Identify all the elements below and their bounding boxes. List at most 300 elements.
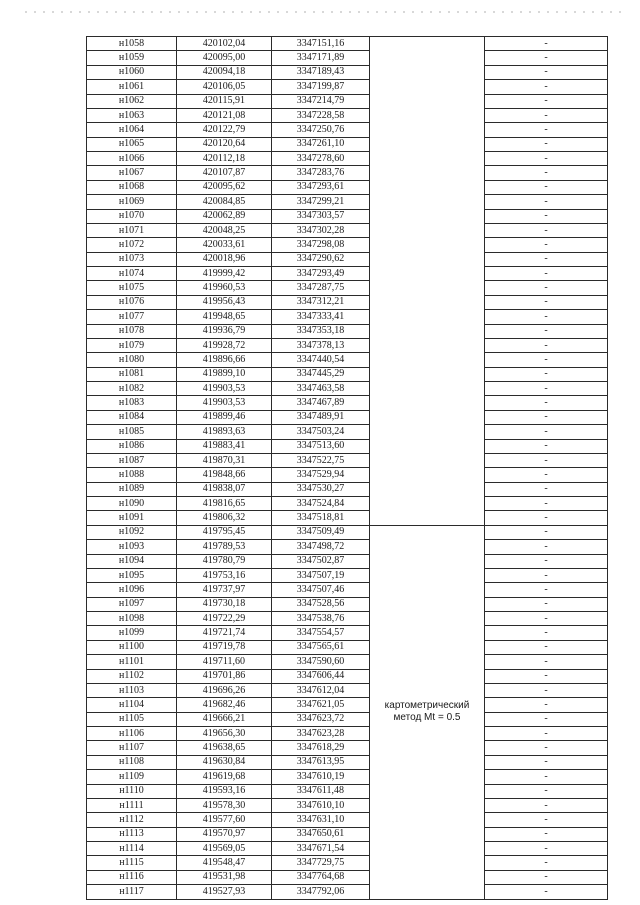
y-coordinate-cell: 3347729,75 <box>272 856 370 870</box>
y-coordinate-cell: 3347199,87 <box>272 80 370 94</box>
point-id-cell: н1114 <box>87 842 177 856</box>
table-row <box>87 252 608 266</box>
x-coordinate-cell: 419569,05 <box>177 842 272 856</box>
y-coordinate-cell: 3347631,10 <box>272 813 370 827</box>
point-id-cell: н1107 <box>87 741 177 755</box>
y-coordinate-cell: 3347590,60 <box>272 655 370 669</box>
point-id-cell: н1102 <box>87 669 177 683</box>
point-id-cell: н1063 <box>87 108 177 122</box>
point-id-cell: н1111 <box>87 798 177 812</box>
point-id-cell: н1081 <box>87 367 177 381</box>
point-id-cell: н1064 <box>87 123 177 137</box>
x-coordinate-cell: 419701,86 <box>177 669 272 683</box>
y-coordinate-cell: 3347293,61 <box>272 180 370 194</box>
dash-cell: - <box>485 870 608 884</box>
y-coordinate-cell: 3347518,81 <box>272 511 370 525</box>
point-id-cell: н1096 <box>87 583 177 597</box>
table-row <box>87 152 608 166</box>
x-coordinate-cell: 419870,31 <box>177 453 272 467</box>
dash-cell: - <box>485 367 608 381</box>
point-id-cell: н1108 <box>87 755 177 769</box>
table-row <box>87 554 608 568</box>
y-coordinate-cell: 3347623,72 <box>272 712 370 726</box>
x-coordinate-cell: 419593,16 <box>177 784 272 798</box>
dash-cell: - <box>485 813 608 827</box>
method-cell-empty <box>370 37 485 526</box>
x-coordinate-cell: 419722,29 <box>177 612 272 626</box>
point-id-cell: н1073 <box>87 252 177 266</box>
dash-cell: - <box>485 597 608 611</box>
y-coordinate-cell: 3347299,21 <box>272 195 370 209</box>
y-coordinate-cell: 3347764,68 <box>272 870 370 884</box>
y-coordinate-cell: 3347151,16 <box>272 37 370 51</box>
x-coordinate-cell: 420018,96 <box>177 252 272 266</box>
point-id-cell: н1074 <box>87 267 177 281</box>
method-name: картометрический <box>384 700 470 712</box>
x-coordinate-cell: 419948,65 <box>177 310 272 324</box>
table-row <box>87 755 608 769</box>
point-id-cell: н1069 <box>87 195 177 209</box>
y-coordinate-cell: 3347298,08 <box>272 238 370 252</box>
point-id-cell: н1078 <box>87 324 177 338</box>
table-row <box>87 238 608 252</box>
table-row <box>87 37 608 51</box>
y-coordinate-cell: 3347463,58 <box>272 382 370 396</box>
scan-artifact <box>25 11 625 13</box>
table-row <box>87 410 608 424</box>
y-coordinate-cell: 3347228,58 <box>272 108 370 122</box>
y-coordinate-cell: 3347378,13 <box>272 338 370 352</box>
table-row <box>87 655 608 669</box>
x-coordinate-cell: 419737,97 <box>177 583 272 597</box>
table-row <box>87 382 608 396</box>
point-id-cell: н1117 <box>87 885 177 899</box>
y-coordinate-cell: 3347283,76 <box>272 166 370 180</box>
point-id-cell: н1095 <box>87 568 177 582</box>
table-row <box>87 712 608 726</box>
y-coordinate-cell: 3347353,18 <box>272 324 370 338</box>
y-coordinate-cell: 3347650,61 <box>272 827 370 841</box>
table-row <box>87 540 608 554</box>
point-id-cell: н1082 <box>87 382 177 396</box>
x-coordinate-cell: 419753,16 <box>177 568 272 582</box>
table-row <box>87 65 608 79</box>
table-row <box>87 396 608 410</box>
table-row <box>87 856 608 870</box>
point-id-cell: н1062 <box>87 94 177 108</box>
dash-cell: - <box>485 51 608 65</box>
point-id-cell: н1110 <box>87 784 177 798</box>
x-coordinate-cell: 419548,47 <box>177 856 272 870</box>
y-coordinate-cell: 3347611,48 <box>272 784 370 798</box>
point-id-cell: н1088 <box>87 468 177 482</box>
dash-cell: - <box>485 554 608 568</box>
y-coordinate-cell: 3347214,79 <box>272 94 370 108</box>
point-id-cell: н1085 <box>87 425 177 439</box>
x-coordinate-cell: 419956,43 <box>177 295 272 309</box>
dash-cell: - <box>485 353 608 367</box>
point-id-cell: н1077 <box>87 310 177 324</box>
point-id-cell: н1100 <box>87 640 177 654</box>
y-coordinate-cell: 3347522,75 <box>272 453 370 467</box>
table-row <box>87 166 608 180</box>
dash-cell: - <box>485 65 608 79</box>
x-coordinate-cell: 419666,21 <box>177 712 272 726</box>
dash-cell: - <box>485 827 608 841</box>
x-coordinate-cell: 420120,64 <box>177 137 272 151</box>
point-id-cell: н1089 <box>87 482 177 496</box>
dash-cell: - <box>485 166 608 180</box>
dash-cell: - <box>485 482 608 496</box>
dash-cell: - <box>485 195 608 209</box>
table-row <box>87 798 608 812</box>
dash-cell: - <box>485 453 608 467</box>
x-coordinate-cell: 419711,60 <box>177 655 272 669</box>
point-id-cell: н1087 <box>87 453 177 467</box>
x-coordinate-cell: 419719,78 <box>177 640 272 654</box>
table-row <box>87 180 608 194</box>
table-row <box>87 453 608 467</box>
x-coordinate-cell: 419531,98 <box>177 870 272 884</box>
table-row <box>87 813 608 827</box>
dash-cell: - <box>485 382 608 396</box>
table-row <box>87 137 608 151</box>
y-coordinate-cell: 3347250,76 <box>272 123 370 137</box>
point-id-cell: н1113 <box>87 827 177 841</box>
dash-cell: - <box>485 396 608 410</box>
table-row <box>87 108 608 122</box>
y-coordinate-cell: 3347606,44 <box>272 669 370 683</box>
x-coordinate-cell: 420102,04 <box>177 37 272 51</box>
table-row <box>87 310 608 324</box>
dash-cell: - <box>485 655 608 669</box>
x-coordinate-cell: 420095,62 <box>177 180 272 194</box>
point-id-cell: н1104 <box>87 698 177 712</box>
point-id-cell: н1071 <box>87 223 177 237</box>
dash-cell: - <box>485 410 608 424</box>
x-coordinate-cell: 420094,18 <box>177 65 272 79</box>
point-id-cell: н1094 <box>87 554 177 568</box>
y-coordinate-cell: 3347440,54 <box>272 353 370 367</box>
table-row <box>87 612 608 626</box>
dash-cell: - <box>485 511 608 525</box>
x-coordinate-cell: 419630,84 <box>177 755 272 769</box>
x-coordinate-cell: 419780,79 <box>177 554 272 568</box>
dash-cell: - <box>485 37 608 51</box>
point-id-cell: н1079 <box>87 338 177 352</box>
point-id-cell: н1058 <box>87 37 177 51</box>
x-coordinate-cell: 420106,05 <box>177 80 272 94</box>
dash-cell: - <box>485 439 608 453</box>
y-coordinate-cell: 3347489,91 <box>272 410 370 424</box>
x-coordinate-cell: 419656,30 <box>177 727 272 741</box>
point-id-cell: н1076 <box>87 295 177 309</box>
point-id-cell: н1065 <box>87 137 177 151</box>
x-coordinate-cell: 419928,72 <box>177 338 272 352</box>
dash-cell: - <box>485 798 608 812</box>
dash-cell: - <box>485 568 608 582</box>
table-row <box>87 741 608 755</box>
table-row <box>87 597 608 611</box>
dash-cell: - <box>485 281 608 295</box>
x-coordinate-cell: 419883,41 <box>177 439 272 453</box>
table-row <box>87 885 608 899</box>
table-row <box>87 80 608 94</box>
x-coordinate-cell: 419999,42 <box>177 267 272 281</box>
x-coordinate-cell: 419578,30 <box>177 798 272 812</box>
x-coordinate-cell: 419903,53 <box>177 382 272 396</box>
x-coordinate-cell: 419795,45 <box>177 525 272 539</box>
x-coordinate-cell: 420115,91 <box>177 94 272 108</box>
dash-cell: - <box>485 784 608 798</box>
table-row <box>87 209 608 223</box>
dash-cell: - <box>485 295 608 309</box>
x-coordinate-cell: 419896,66 <box>177 353 272 367</box>
y-coordinate-cell: 3347612,04 <box>272 683 370 697</box>
table-row <box>87 295 608 309</box>
table-row <box>87 568 608 582</box>
table-row <box>87 338 608 352</box>
table-row <box>87 324 608 338</box>
table-row <box>87 353 608 367</box>
y-coordinate-cell: 3347528,56 <box>272 597 370 611</box>
dash-cell: - <box>485 698 608 712</box>
x-coordinate-cell: 420048,25 <box>177 223 272 237</box>
dash-cell: - <box>485 324 608 338</box>
point-id-cell: н1061 <box>87 80 177 94</box>
y-coordinate-cell: 3347503,24 <box>272 425 370 439</box>
point-id-cell: н1112 <box>87 813 177 827</box>
point-id-cell: н1060 <box>87 65 177 79</box>
x-coordinate-cell: 420107,87 <box>177 166 272 180</box>
dash-cell: - <box>485 209 608 223</box>
dash-cell: - <box>485 683 608 697</box>
x-coordinate-cell: 420084,85 <box>177 195 272 209</box>
x-coordinate-cell: 419730,18 <box>177 597 272 611</box>
y-coordinate-cell: 3347621,05 <box>272 698 370 712</box>
y-coordinate-cell: 3347513,60 <box>272 439 370 453</box>
y-coordinate-cell: 3347333,41 <box>272 310 370 324</box>
dash-cell: - <box>485 640 608 654</box>
x-coordinate-cell: 419577,60 <box>177 813 272 827</box>
dash-cell: - <box>485 468 608 482</box>
coordinates-table-body <box>87 37 608 900</box>
point-id-cell: н1092 <box>87 525 177 539</box>
point-id-cell: н1101 <box>87 655 177 669</box>
dash-cell: - <box>485 252 608 266</box>
table-row <box>87 497 608 511</box>
x-coordinate-cell: 419960,53 <box>177 281 272 295</box>
y-coordinate-cell: 3347529,94 <box>272 468 370 482</box>
x-coordinate-cell: 419893,63 <box>177 425 272 439</box>
y-coordinate-cell: 3347312,21 <box>272 295 370 309</box>
table-row <box>87 640 608 654</box>
y-coordinate-cell: 3347189,43 <box>272 65 370 79</box>
x-coordinate-cell: 419789,53 <box>177 540 272 554</box>
x-coordinate-cell: 419721,74 <box>177 626 272 640</box>
point-id-cell: н1067 <box>87 166 177 180</box>
dash-cell: - <box>485 123 608 137</box>
y-coordinate-cell: 3347613,95 <box>272 755 370 769</box>
x-coordinate-cell: 419936,79 <box>177 324 272 338</box>
x-coordinate-cell: 419570,97 <box>177 827 272 841</box>
table-row <box>87 94 608 108</box>
dash-cell: - <box>485 94 608 108</box>
table-row <box>87 468 608 482</box>
dash-cell: - <box>485 152 608 166</box>
table-row <box>87 669 608 683</box>
x-coordinate-cell: 420121,08 <box>177 108 272 122</box>
dash-cell: - <box>485 80 608 94</box>
y-coordinate-cell: 3347524,84 <box>272 497 370 511</box>
table-row <box>87 281 608 295</box>
table-row <box>87 425 608 439</box>
x-coordinate-cell: 420122,79 <box>177 123 272 137</box>
y-coordinate-cell: 3347509,49 <box>272 525 370 539</box>
point-id-cell: н1103 <box>87 683 177 697</box>
point-id-cell: н1066 <box>87 152 177 166</box>
point-id-cell: н1080 <box>87 353 177 367</box>
y-coordinate-cell: 3347290,62 <box>272 252 370 266</box>
y-coordinate-cell: 3347261,10 <box>272 137 370 151</box>
y-coordinate-cell: 3347610,19 <box>272 770 370 784</box>
table-row <box>87 770 608 784</box>
point-id-cell: н1109 <box>87 770 177 784</box>
method-cell <box>370 525 485 899</box>
point-id-cell: н1075 <box>87 281 177 295</box>
dash-cell: - <box>485 770 608 784</box>
y-coordinate-cell: 3347278,60 <box>272 152 370 166</box>
dash-cell: - <box>485 612 608 626</box>
table-row <box>87 842 608 856</box>
y-coordinate-cell: 3347287,75 <box>272 281 370 295</box>
point-id-cell: н1068 <box>87 180 177 194</box>
point-id-cell: н1098 <box>87 612 177 626</box>
point-id-cell: н1093 <box>87 540 177 554</box>
y-coordinate-cell: 3347671,54 <box>272 842 370 856</box>
table-row <box>87 482 608 496</box>
point-id-cell: н1116 <box>87 870 177 884</box>
dash-cell: - <box>485 885 608 899</box>
point-id-cell: н1086 <box>87 439 177 453</box>
dash-cell: - <box>485 741 608 755</box>
x-coordinate-cell: 419816,65 <box>177 497 272 511</box>
y-coordinate-cell: 3347171,89 <box>272 51 370 65</box>
dash-cell: - <box>485 180 608 194</box>
x-coordinate-cell: 420112,18 <box>177 152 272 166</box>
table-row <box>87 827 608 841</box>
dash-cell: - <box>485 267 608 281</box>
table-row <box>87 583 608 597</box>
dash-cell: - <box>485 727 608 741</box>
table-row <box>87 439 608 453</box>
x-coordinate-cell: 419527,93 <box>177 885 272 899</box>
y-coordinate-cell: 3347502,87 <box>272 554 370 568</box>
point-id-cell: н1099 <box>87 626 177 640</box>
y-coordinate-cell: 3347792,06 <box>272 885 370 899</box>
y-coordinate-cell: 3347565,61 <box>272 640 370 654</box>
point-id-cell: н1059 <box>87 51 177 65</box>
point-id-cell: н1090 <box>87 497 177 511</box>
x-coordinate-cell: 420095,00 <box>177 51 272 65</box>
x-coordinate-cell: 419619,68 <box>177 770 272 784</box>
y-coordinate-cell: 3347467,89 <box>272 396 370 410</box>
point-id-cell: н1097 <box>87 597 177 611</box>
x-coordinate-cell: 419899,10 <box>177 367 272 381</box>
point-id-cell: н1105 <box>87 712 177 726</box>
y-coordinate-cell: 3347623,28 <box>272 727 370 741</box>
table-row <box>87 870 608 884</box>
x-coordinate-cell: 419838,07 <box>177 482 272 496</box>
dash-cell: - <box>485 137 608 151</box>
point-id-cell: н1115 <box>87 856 177 870</box>
table-row <box>87 784 608 798</box>
dash-cell: - <box>485 626 608 640</box>
y-coordinate-cell: 3347507,46 <box>272 583 370 597</box>
dash-cell: - <box>485 842 608 856</box>
table-row <box>87 195 608 209</box>
y-coordinate-cell: 3347293,49 <box>272 267 370 281</box>
point-id-cell: н1106 <box>87 727 177 741</box>
y-coordinate-cell: 3347445,29 <box>272 367 370 381</box>
dash-cell: - <box>485 425 608 439</box>
y-coordinate-cell: 3347538,76 <box>272 612 370 626</box>
dash-cell: - <box>485 540 608 554</box>
point-id-cell: н1084 <box>87 410 177 424</box>
table-row <box>87 51 608 65</box>
y-coordinate-cell: 3347302,28 <box>272 223 370 237</box>
x-coordinate-cell: 419903,53 <box>177 396 272 410</box>
dash-cell: - <box>485 310 608 324</box>
y-coordinate-cell: 3347554,57 <box>272 626 370 640</box>
table-row <box>87 267 608 281</box>
dash-cell: - <box>485 338 608 352</box>
dash-cell: - <box>485 238 608 252</box>
dash-cell: - <box>485 525 608 539</box>
dash-cell: - <box>485 108 608 122</box>
x-coordinate-cell: 419638,65 <box>177 741 272 755</box>
table-row <box>87 123 608 137</box>
table-row <box>87 223 608 237</box>
x-coordinate-cell: 419899,46 <box>177 410 272 424</box>
dash-cell: - <box>485 223 608 237</box>
x-coordinate-cell: 419682,46 <box>177 698 272 712</box>
dash-cell: - <box>485 712 608 726</box>
point-id-cell: н1091 <box>87 511 177 525</box>
point-id-cell: н1070 <box>87 209 177 223</box>
dash-cell: - <box>485 669 608 683</box>
coordinates-table <box>86 36 608 900</box>
table-row <box>87 683 608 697</box>
y-coordinate-cell: 3347530,27 <box>272 482 370 496</box>
y-coordinate-cell: 3347303,57 <box>272 209 370 223</box>
table-row <box>87 511 608 525</box>
y-coordinate-cell: 3347498,72 <box>272 540 370 554</box>
table-row <box>87 367 608 381</box>
y-coordinate-cell: 3347507,19 <box>272 568 370 582</box>
table-row <box>87 727 608 741</box>
x-coordinate-cell: 420062,89 <box>177 209 272 223</box>
point-id-cell: н1072 <box>87 238 177 252</box>
dash-cell: - <box>485 856 608 870</box>
x-coordinate-cell: 420033,61 <box>177 238 272 252</box>
table-row <box>87 626 608 640</box>
x-coordinate-cell: 419806,32 <box>177 511 272 525</box>
table-row <box>87 525 608 539</box>
method-accuracy: метод Mt = 0.5 <box>393 712 461 724</box>
table-row <box>87 698 608 712</box>
dash-cell: - <box>485 755 608 769</box>
